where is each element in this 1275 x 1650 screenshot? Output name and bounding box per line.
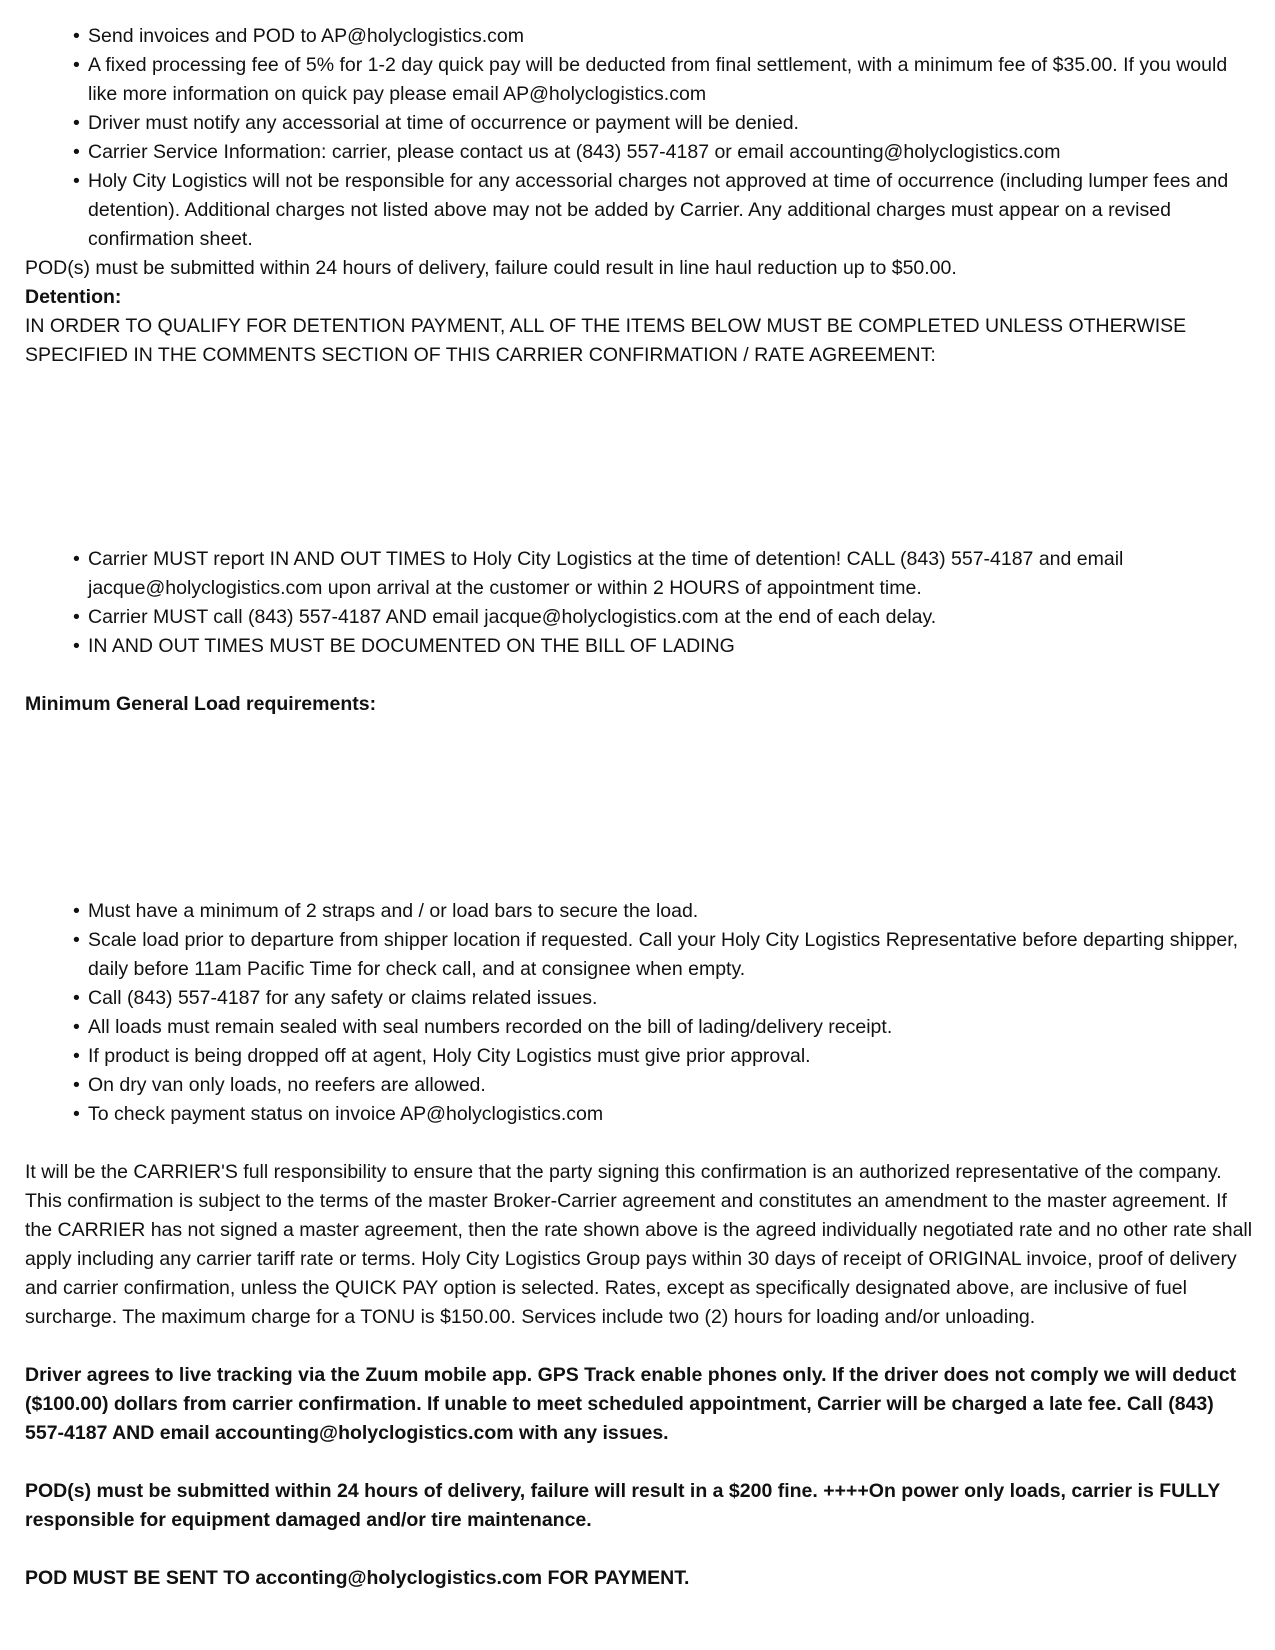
- list-item: • Send invoices and POD to AP@holyclogistics.com: [88, 22, 1257, 51]
- list-item: • IN AND OUT TIMES MUST BE DOCUMENTED ON THE BILL OF LADING: [88, 632, 1257, 661]
- list-item: • Carrier MUST call (843) 557-4187 AND email jacque@holyclogistics.com at the end of each delay.: [88, 603, 1257, 632]
- detention-intro: IN ORDER TO QUALIFY FOR DETENTION PAYMENT, ALL OF THE ITEMS BELOW MUST BE COMPLETED UNLESS OTHERWISE SPECIFIED IN THE COMMENTS SECTION OF THIS CARRIER CONFIRMATION / RATE AGREEMENT:: [25, 315, 1187, 366]
- blank-space: [25, 719, 1257, 897]
- pod-payment-notice: POD MUST BE SENT TO acconting@holyclogistics.com FOR PAYMENT.: [25, 1567, 690, 1589]
- blank-space: [25, 1448, 1257, 1477]
- responsibility-paragraph: It will be the CARRIER'S full responsibility to ensure that the party signing this confirmation is an authorized representative of the company. This confirmation is subject to the terms of the master Broker-Carrier agreement and constitutes an amendment to the master agreement. If the CARRIER has not signed a master agreement, then the rate shown above is the agreed individually negotiated rate and no other rate shall apply including any carrier tariff rate or terms. Holy City Logistics Group pays within 30 days of receipt of ORIGINAL invoice, proof of delivery and carrier confirmation, unless the QUICK PAY option is selected. Rates, except as specifically designated above, are inclusive of fuel surcharge. The maximum charge for a TONU is $150.00. Services include two (2) hours for loading and/or unloading.: [25, 1161, 1253, 1328]
- list-item: • All loads must remain sealed with seal numbers recorded on the bill of lading/delivery receipt.: [88, 1013, 1257, 1042]
- load-requirements-heading: Minimum General Load requirements:: [25, 693, 377, 715]
- list-item: • Driver must notify any accessorial at time of occurrence or payment will be denied.: [88, 109, 1257, 138]
- payment-terms-list: [25, 22, 1257, 254]
- load-requirements-list: [25, 897, 1257, 1129]
- list-item: • Carrier MUST report IN AND OUT TIMES to Holy City Logistics at the time of detention! CALL (843) 557-4187 and email jacque@holyclogistics.com upon arrival at the customer or within 2 HOURS of appointment time.: [88, 545, 1257, 603]
- blank-space: [25, 1332, 1257, 1361]
- list-item: • Must have a minimum of 2 straps and / or load bars to secure the load.: [88, 897, 1257, 926]
- document-page: [25, 22, 1257, 1593]
- blank-space: [25, 1535, 1257, 1564]
- blank-space: [25, 370, 1257, 545]
- list-item: • Call (843) 557-4187 for any safety or claims related issues.: [88, 984, 1257, 1013]
- blank-space: [25, 1129, 1257, 1158]
- blank-space: [25, 661, 1257, 690]
- list-item: • If product is being dropped off at agent, Holy City Logistics must give prior approval.: [88, 1042, 1257, 1071]
- pod-notice: POD(s) must be submitted within 24 hours of delivery, failure could result in line haul reduction up to $50.00.: [25, 257, 957, 279]
- list-item: • Scale load prior to departure from shipper location if requested. Call your Holy City Logistics Representative before departing shipper, daily before 11am Pacific Time for check call, and at consignee when empty.: [88, 926, 1257, 984]
- list-item: • A fixed processing fee of 5% for 1-2 day quick pay will be deducted from final settlement, with a minimum fee of $35.00. If you would like more information on quick pay please email AP@holyclogistics.com: [88, 51, 1257, 109]
- detention-list: [25, 545, 1257, 661]
- pod-fine-notice: POD(s) must be submitted within 24 hours of delivery, failure will result in a $200 fine. ++++On power only loads, carrier is FULLY responsible for equipment damaged and/or tire maintenance.: [25, 1480, 1220, 1531]
- list-item: • Carrier Service Information: carrier, please contact us at (843) 557-4187 or email accounting@holyclogistics.com: [88, 138, 1257, 167]
- list-item: • Holy City Logistics will not be responsible for any accessorial charges not approved at time of occurrence (including lumper fees and detention). Additional charges not listed above may not be added by Carrier. Any additional charges must appear on a revised confirmation sheet.: [88, 167, 1257, 254]
- list-item: • To check payment status on invoice AP@holyclogistics.com: [88, 1100, 1257, 1129]
- tracking-notice: Driver agrees to live tracking via the Zuum mobile app. GPS Track enable phones only. If the driver does not comply we will deduct ($100.00) dollars from carrier confirmation. If unable to meet scheduled appointment, Carrier will be charged a late fee. Call (843) 557-4187 AND email accounting@holyclogistics.com with any issues.: [25, 1364, 1237, 1444]
- list-item: • On dry van only loads, no reefers are allowed.: [88, 1071, 1257, 1100]
- detention-heading: Detention:: [25, 286, 122, 308]
